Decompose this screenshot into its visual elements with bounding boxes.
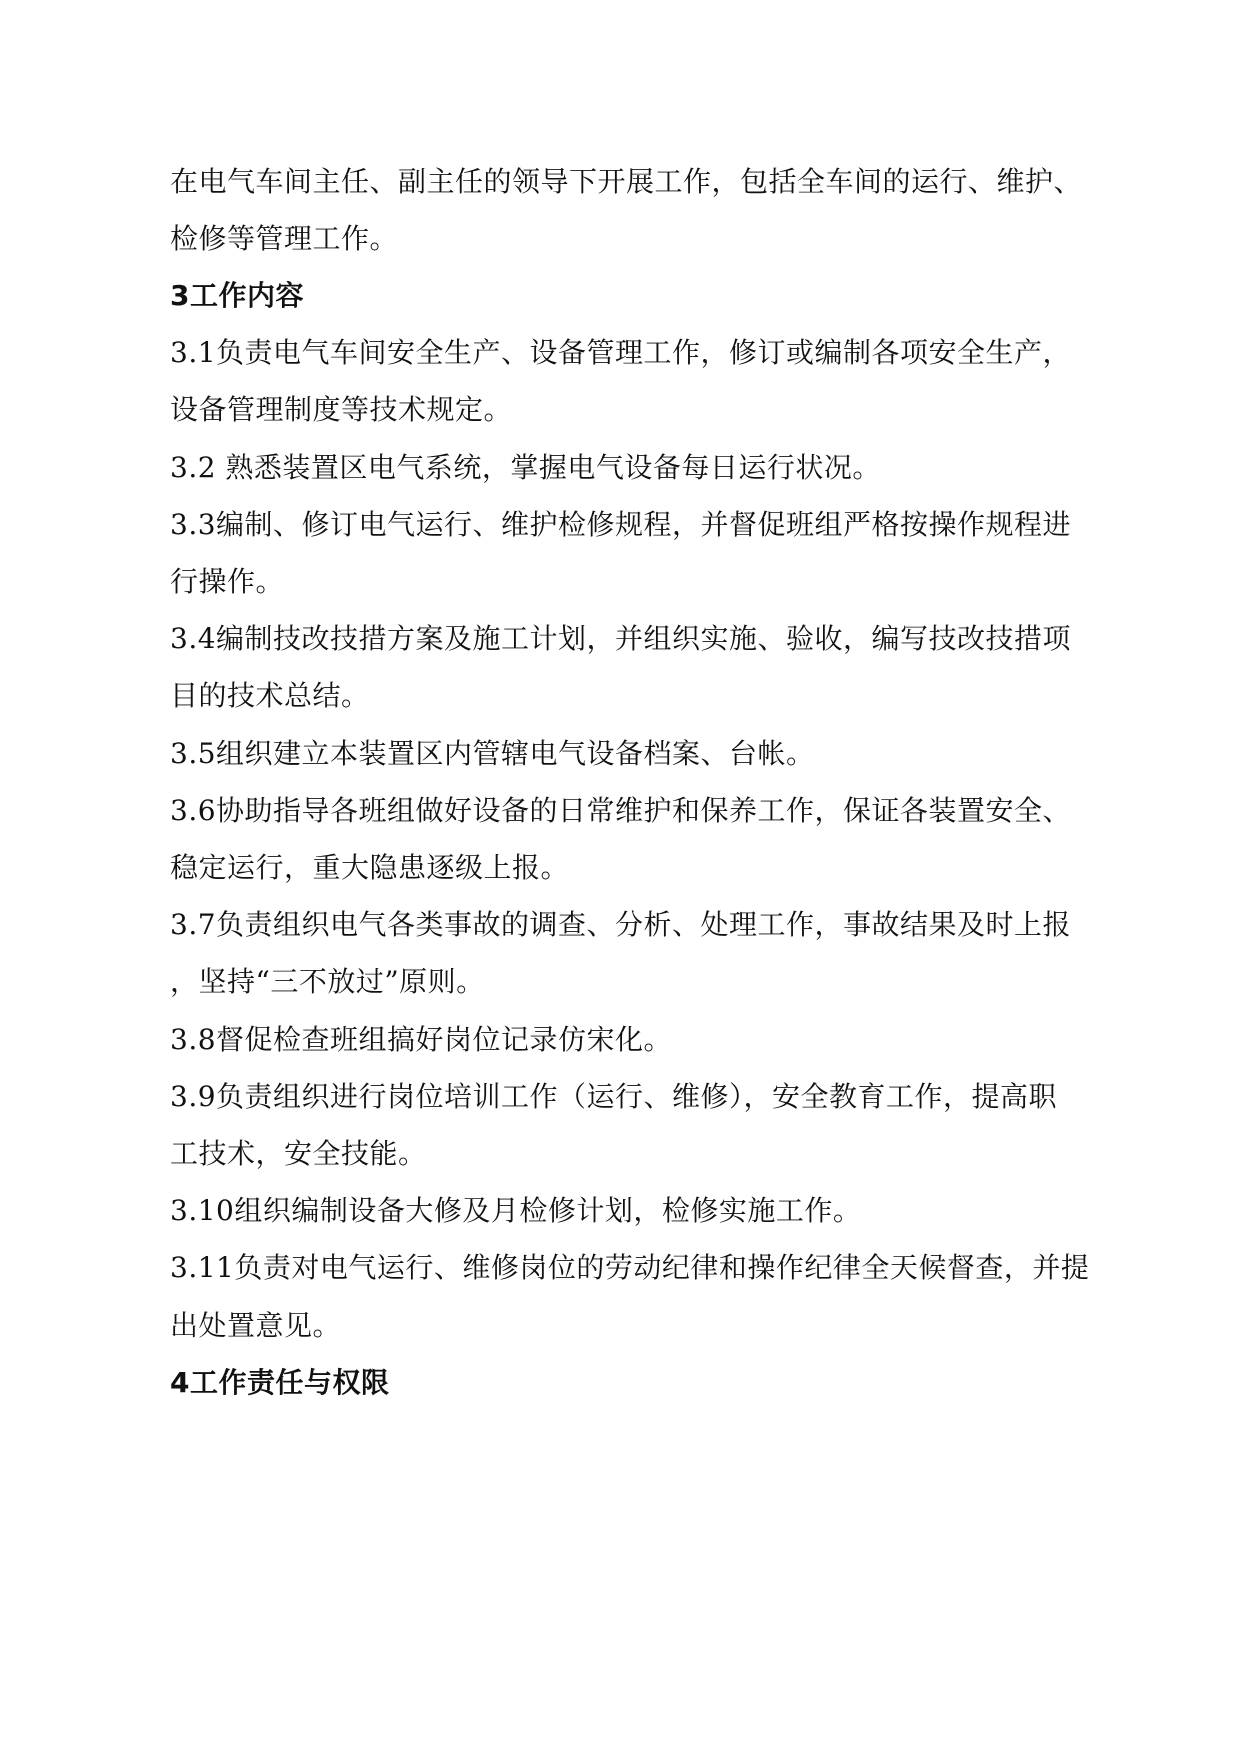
body-text-line: 3.5组织建立本装置区内管辖电气设备档案、台帐。 [170,737,815,770]
body-text-line: 目的技术总结。 [170,679,370,712]
body-text-line: 检修等管理工作。 [170,222,399,255]
section-heading: 4工作责任与权限 [170,1366,390,1399]
body-text-line: 工技术，安全技能。 [170,1137,427,1170]
body-text-line: 3.6协助指导各班组做好设备的日常维护和保养工作，保证各装置安全、 [170,794,1072,827]
body-text-line: 3.11负责对电气运行、维修岗位的劳动纪律和操作纪律全天候督查，并提 [170,1251,1090,1284]
body-text-line: 3.8督促检查班组搞好岗位记录仿宋化。 [170,1023,673,1056]
section-heading: 3工作内容 [170,279,304,312]
body-text-line: ，坚持“三不放过”原则。 [170,965,485,998]
body-text-line: 3.10组织编制设备大修及月检修计划，检修实施工作。 [170,1194,862,1227]
body-text-line: 3.3编制、修订电气运行、维护检修规程，并督促班组严格按操作规程进 [170,508,1072,541]
body-text-line: 设备管理制度等技术规定。 [170,393,513,426]
body-text-line: 3.9负责组织进行岗位培训工作（运行、维修），安全教育工作，提高职 [170,1080,1058,1113]
body-text-line: 3.7负责组织电气各类事故的调查、分析、处理工作，事故结果及时上报 [170,908,1072,941]
body-text-line: 3.1负责电气车间安全生产、设备管理工作，修订或编制各项安全生产， [170,336,1072,369]
body-text-line: 行操作。 [170,565,285,598]
body-text-line: 稳定运行，重大隐患逐级上报。 [170,851,570,884]
body-text-line: 3.2 熟悉装置区电气系统，掌握电气设备每日运行状况。 [170,451,881,484]
body-text-line: 出处置意见。 [170,1309,342,1342]
body-text-line: 3.4编制技改技措方案及施工计划，并组织实施、验收，编写技改技措项 [170,622,1072,655]
body-text-line: 在电气车间主任、副主任的领导下开展工作，包括全车间的运行、维护、 [170,165,1083,198]
